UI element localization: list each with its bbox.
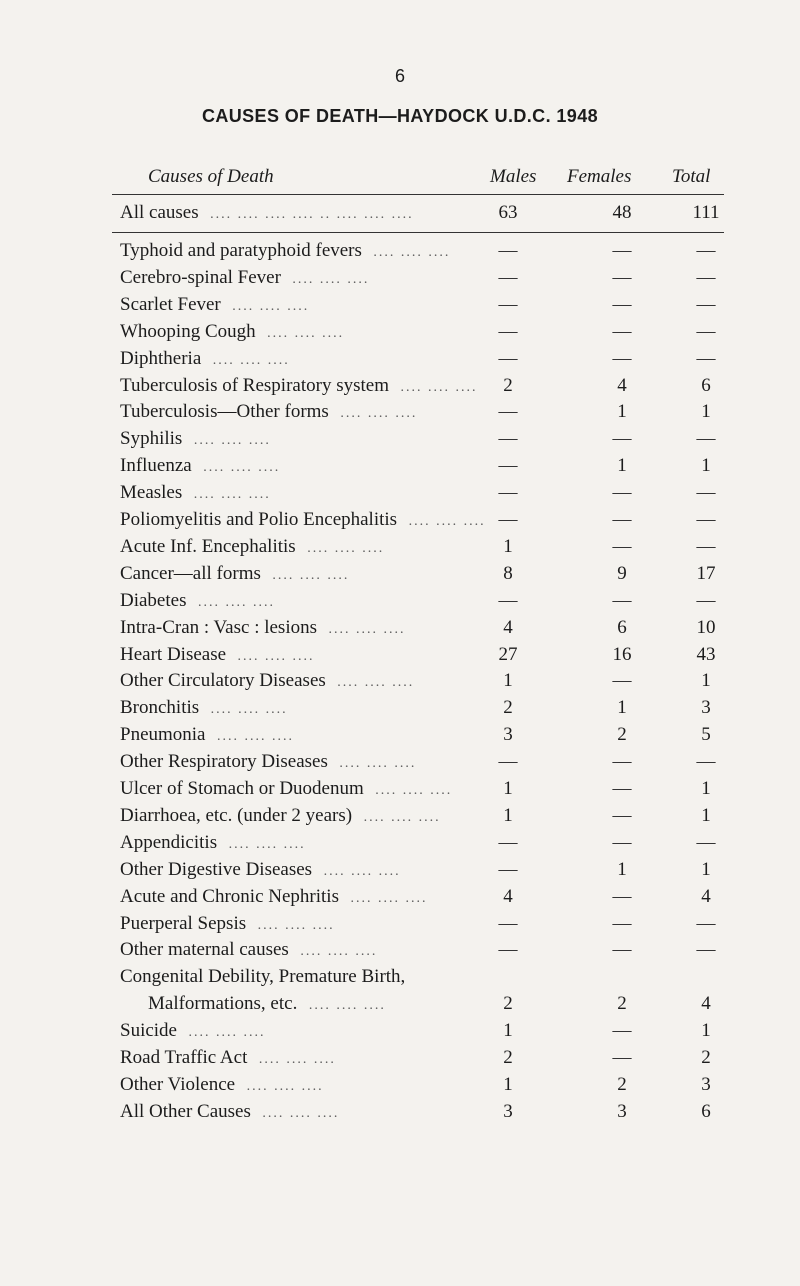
leader-dots: .... .... ....: [294, 944, 378, 960]
row-males: —: [498, 455, 518, 477]
table-row: [0, 1074, 800, 1101]
leader-dots: .... .... ....: [192, 594, 275, 610]
row-cause: Cerebro-spinal Fever .... .... ....: [120, 266, 370, 288]
table-row: [0, 778, 800, 805]
row-cause: Suicide .... .... ....: [120, 1020, 266, 1042]
row-males: —: [498, 939, 518, 961]
leader-dots: .... .... ....: [403, 514, 486, 529]
row-females: —: [612, 347, 632, 369]
table-row: [0, 375, 800, 402]
row-females: —: [612, 1020, 632, 1042]
row-males: 1: [503, 804, 513, 826]
table-row: [0, 428, 800, 455]
table-header: [0, 166, 800, 192]
row-cause: Acute and Chronic Nephritis .... .... ....: [120, 885, 428, 907]
row-total: 1: [701, 1020, 711, 1042]
row-total: —: [696, 751, 716, 773]
row-cause: Intra-Cran : Vasc : lesions .... .... ....: [120, 616, 406, 638]
row-cause: Malformations, etc. .... .... ....: [148, 993, 386, 1015]
leader-dots: .... .... ....: [207, 352, 290, 368]
table-row: [0, 993, 800, 1020]
leader-dots: .... .... ....: [334, 406, 418, 422]
table-row: [0, 321, 800, 348]
leader-dots: .... .... ....: [358, 809, 441, 825]
row-males: —: [498, 858, 518, 880]
row-cause: Tuberculosis—Other forms .... .... ....: [120, 401, 418, 423]
row-males: 2: [503, 374, 513, 396]
row-total: —: [696, 320, 716, 342]
row-males: —: [498, 428, 518, 450]
row-cause: Scarlet Fever .... .... ....: [120, 293, 310, 315]
row-females: —: [612, 804, 632, 826]
row-females: —: [612, 240, 632, 261]
leader-dots: .... .... ....: [266, 567, 350, 583]
leader-dots: .... .... ....: [223, 836, 306, 852]
row-females: —: [612, 293, 632, 315]
row-males: —: [498, 347, 518, 369]
row-total: 4: [701, 885, 711, 907]
leader-dots: .... .... ....: [232, 648, 315, 664]
row-males: —: [498, 831, 518, 853]
row-males: —: [498, 509, 518, 530]
row-cause: Diphtheria .... .... ....: [120, 347, 290, 369]
row-females: 1: [617, 401, 627, 423]
leader-dots: .... .... ....: [252, 917, 335, 933]
column-header-cause: Causes of Death: [148, 166, 274, 187]
table-row: [0, 644, 800, 671]
row-males: 27: [498, 643, 518, 665]
row-total: —: [696, 482, 716, 504]
row-males: 3: [503, 1100, 513, 1122]
row-total: 1: [701, 670, 711, 692]
leader-dots: .... .... ....: [323, 621, 406, 637]
leader-dots: .... .... ....: [394, 379, 478, 395]
table-row: [0, 482, 800, 509]
leader-dots: .... .... ....: [241, 1078, 324, 1094]
row-females: —: [612, 509, 632, 530]
table-row: [0, 724, 800, 751]
row-males: 2: [503, 993, 513, 1015]
row-cause: Heart Disease .... .... ....: [120, 643, 315, 665]
leader-dots: .... .... ....: [211, 729, 294, 745]
row-cause: All causes .... .... .... .... .. .... .... ....: [120, 202, 414, 223]
row-cause: Other Circulatory Diseases .... .... ....: [120, 670, 415, 692]
row-females: 2: [617, 993, 627, 1015]
row-cause: Road Traffic Act .... .... ....: [120, 1047, 336, 1068]
leader-dots: .... .... ....: [333, 756, 417, 772]
row-females: —: [612, 589, 632, 611]
row-cause: Cancer—all forms .... .... ....: [120, 562, 350, 584]
table-row: [0, 966, 800, 993]
row-females: —: [612, 670, 632, 692]
row-cause: Acute Inf. Encephalitis .... .... ....: [120, 535, 385, 557]
row-females: 1: [617, 455, 627, 477]
row-females: 6: [617, 616, 627, 638]
row-total: 1: [701, 401, 711, 423]
row-cause: Puerperal Sepsis .... .... ....: [120, 912, 335, 934]
row-females: —: [612, 831, 632, 853]
row-females: 48: [612, 202, 632, 223]
row-total: 1: [701, 455, 711, 477]
row-cause: Other maternal causes .... .... ....: [120, 939, 378, 961]
row-cause: Bronchitis .... .... ....: [120, 697, 288, 719]
row-total: —: [696, 912, 716, 934]
row-total: —: [696, 589, 716, 611]
row-total: 1: [701, 778, 711, 799]
row-cause: Appendicitis .... .... ....: [120, 831, 306, 853]
row-females: —: [612, 320, 632, 342]
all-causes-row: [0, 202, 800, 229]
row-males: 4: [503, 885, 513, 907]
leader-dots: .... .... ....: [331, 675, 415, 691]
row-total: —: [696, 509, 716, 530]
row-females: —: [612, 912, 632, 934]
table-row: [0, 536, 800, 563]
row-males: 2: [503, 697, 513, 719]
row-females: —: [612, 1047, 632, 1068]
table-row: [0, 1020, 800, 1047]
row-total: —: [696, 240, 716, 261]
row-males: —: [498, 589, 518, 611]
row-females: —: [612, 939, 632, 961]
leader-dots: .... .... ....: [301, 540, 385, 556]
row-males: 1: [503, 1020, 513, 1042]
table-row: [0, 509, 800, 536]
row-total: —: [696, 428, 716, 450]
table-row: [0, 1047, 800, 1074]
header-rule: [112, 194, 724, 195]
row-females: 9: [617, 562, 627, 584]
row-males: —: [498, 751, 518, 773]
row-females: —: [612, 535, 632, 557]
row-males: 4: [503, 616, 513, 638]
row-total: —: [696, 266, 716, 288]
row-males: —: [498, 912, 518, 934]
table-row: [0, 886, 800, 913]
table-row: [0, 859, 800, 886]
leader-dots: .... .... ....: [188, 433, 271, 449]
row-females: 1: [617, 858, 627, 880]
row-total: 6: [701, 374, 711, 396]
leader-dots: .... .... ....: [226, 298, 310, 314]
row-males: 1: [503, 778, 513, 799]
column-header-females: Females: [567, 166, 632, 187]
leader-dots: .... .... ....: [256, 1105, 340, 1121]
leader-dots: .... .... ....: [286, 271, 370, 287]
table-row: [0, 455, 800, 482]
row-males: 63: [498, 202, 518, 223]
table-row: [0, 1101, 800, 1128]
leader-dots: .... .... ....: [261, 325, 345, 341]
page-title: CAUSES OF DEATH—HAYDOCK U.D.C. 1948: [201, 106, 599, 126]
row-total: 3: [701, 1073, 711, 1095]
table-row: [0, 563, 800, 590]
row-cause: Other Respiratory Diseases .... .... ....: [120, 751, 417, 773]
row-total: 3: [701, 697, 711, 719]
all-causes-rule: [112, 232, 724, 233]
row-females: 4: [617, 374, 627, 396]
row-females: 2: [617, 724, 627, 746]
row-males: —: [498, 320, 518, 342]
row-total: 10: [696, 616, 716, 638]
row-males: 1: [503, 1073, 513, 1095]
row-males: 3: [503, 724, 513, 746]
row-total: 6: [701, 1100, 711, 1122]
leader-dots: .... .... ....: [183, 1025, 266, 1041]
row-cause: Typhoid and paratyphoid fevers .... .... ....: [120, 240, 451, 261]
row-males: —: [498, 482, 518, 504]
table-row: [0, 939, 800, 966]
row-total: 111: [692, 202, 720, 223]
row-cause: Other Digestive Diseases .... .... ....: [120, 858, 401, 880]
row-total: —: [696, 831, 716, 853]
row-females: 3: [617, 1100, 627, 1122]
table-row: [0, 617, 800, 644]
row-females: 2: [617, 1073, 627, 1095]
column-header-males: Males: [490, 166, 537, 187]
leader-dots: .... .... ....: [369, 783, 453, 798]
table-row: [0, 267, 800, 294]
row-cause: Whooping Cough .... .... ....: [120, 320, 345, 342]
row-total: 2: [701, 1047, 711, 1068]
table-row: [0, 590, 800, 617]
row-cause: Diarrhoea, etc. (under 2 years) .... .... ....: [120, 804, 441, 826]
table-row: [0, 751, 800, 778]
leader-dots: .... .... ....: [253, 1052, 336, 1067]
row-females: —: [612, 778, 632, 799]
row-males: —: [498, 240, 518, 261]
table-row: [0, 294, 800, 321]
column-header-total: Total: [672, 166, 711, 187]
table-row: [0, 240, 800, 267]
row-total: —: [696, 293, 716, 315]
row-males: 1: [503, 670, 513, 692]
row-total: 4: [701, 993, 711, 1015]
row-females: —: [612, 266, 632, 288]
row-males: 2: [503, 1047, 513, 1068]
row-males: —: [498, 266, 518, 288]
leader-dots: .... .... ....: [318, 863, 401, 879]
leader-dots: .... .... ....: [344, 890, 428, 906]
row-males: —: [498, 401, 518, 423]
row-cause: Influenza .... .... ....: [120, 455, 281, 477]
row-cause: Diabetes .... .... ....: [120, 589, 275, 611]
leader-dots: .... .... ....: [367, 245, 451, 260]
row-cause: Measles .... .... ....: [120, 482, 271, 504]
table-row: [0, 805, 800, 832]
row-cause: Syphilis .... .... ....: [120, 428, 271, 450]
row-females: —: [612, 428, 632, 450]
row-total: —: [696, 535, 716, 557]
row-total: —: [696, 939, 716, 961]
table-row: [0, 348, 800, 375]
row-females: —: [612, 482, 632, 504]
row-cause: Poliomyelitis and Polio Encephalitis .... .... ....: [120, 509, 486, 530]
table-row: [0, 697, 800, 724]
row-cause: Other Violence .... .... ....: [120, 1073, 324, 1095]
row-total: 1: [701, 804, 711, 826]
table-row: [0, 832, 800, 859]
table-row: [0, 401, 800, 428]
row-females: 1: [617, 697, 627, 719]
row-females: —: [612, 885, 632, 907]
leader-dots: .... .... ....: [205, 702, 288, 718]
row-total: —: [696, 347, 716, 369]
row-females: 16: [612, 643, 632, 665]
row-cause: Pneumonia .... .... ....: [120, 724, 294, 746]
row-total: 43: [696, 643, 716, 665]
leader-dots: .... .... ....: [197, 460, 281, 476]
row-total: 1: [701, 858, 711, 880]
row-males: 8: [503, 562, 513, 584]
page-number: 6: [394, 66, 405, 86]
row-cause: All Other Causes .... .... ....: [120, 1100, 340, 1122]
row-total: 17: [696, 562, 716, 584]
row-total: 5: [701, 724, 711, 746]
leader-dots: .... .... ....: [188, 487, 271, 503]
row-cause: Congenital Debility, Premature Birth,: [120, 966, 406, 988]
row-females: —: [612, 751, 632, 773]
leader-dots: .... .... ....: [303, 998, 386, 1014]
table-row: [0, 913, 800, 940]
row-males: 1: [503, 535, 513, 557]
row-males: —: [498, 293, 518, 315]
row-cause: Ulcer of Stomach or Duodenum .... .... ....: [120, 778, 453, 799]
table-row: [0, 670, 800, 697]
row-cause: Tuberculosis of Respiratory system .... .... ....: [120, 374, 478, 396]
